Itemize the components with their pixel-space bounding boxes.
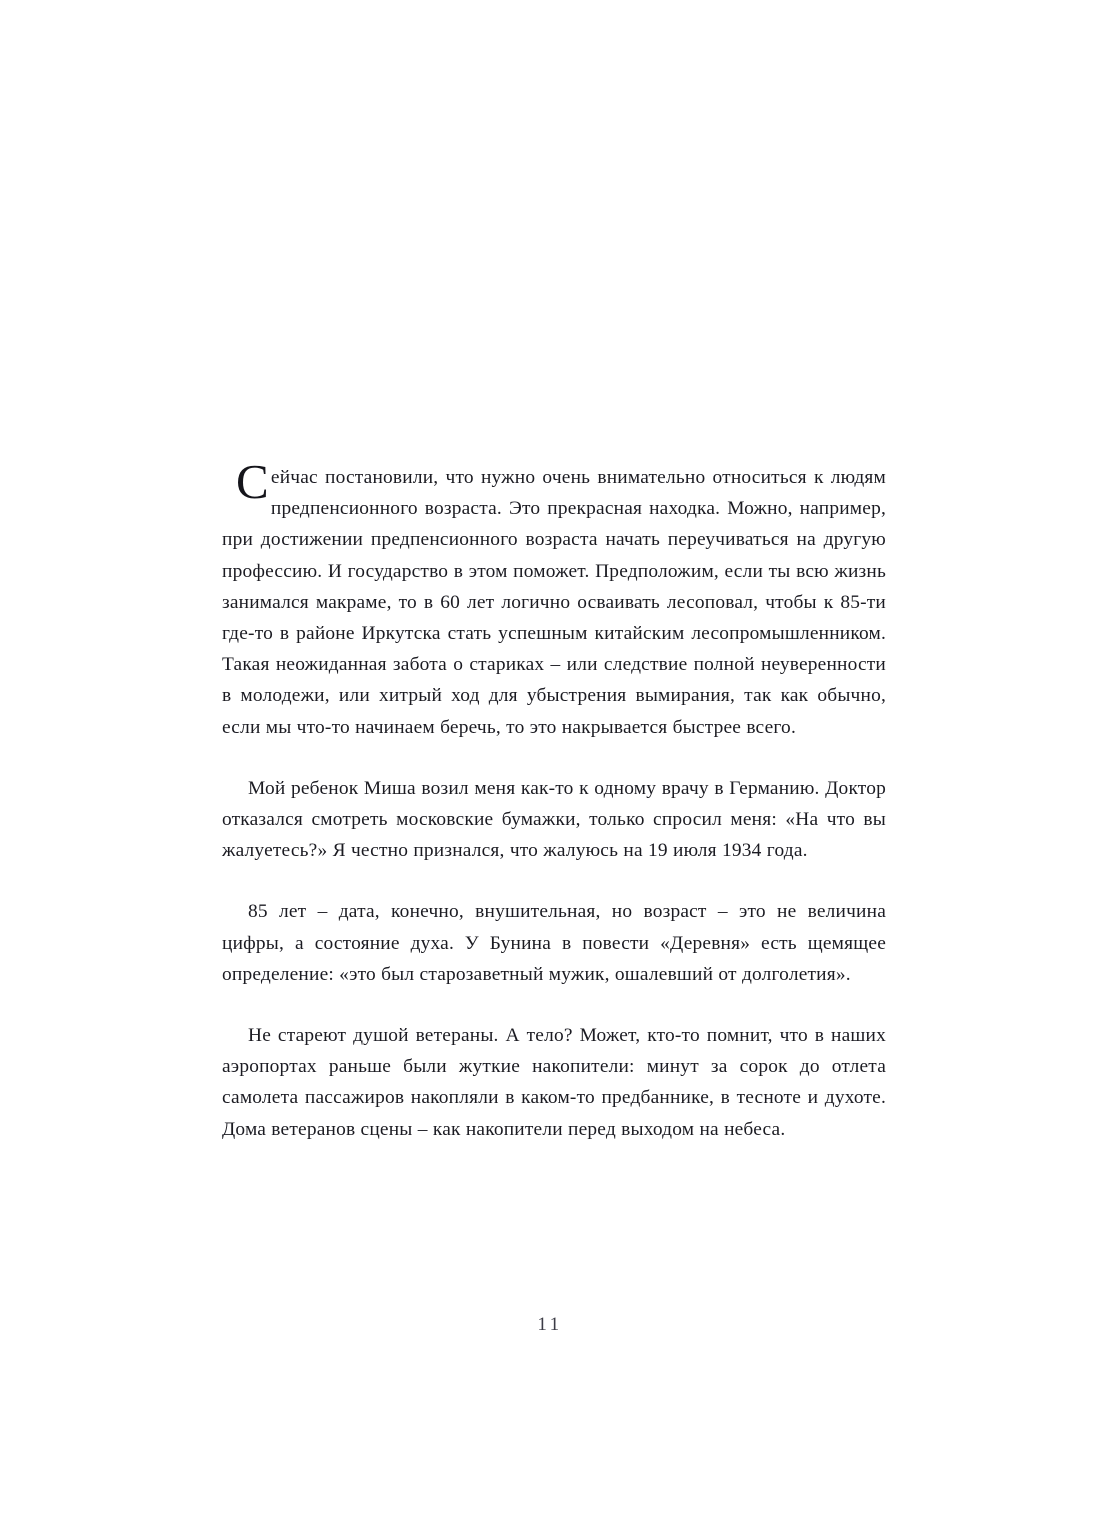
page-text-block: [222, 454, 886, 1145]
paragraph-3: 85 лет – дата, конечно, внушительная, но возраст – это не величина цифры, а состояние духа. У Бунина в повести «Деревня» есть щемящее определение: «это был старозаветный мужик, ошалевший от долголетия».: [222, 901, 886, 985]
paragraph-1: [222, 454, 886, 743]
drop-cap-letter: С: [236, 454, 269, 509]
page-number: 11: [537, 1314, 563, 1335]
paragraph-1-text: ейчас постановили, что нужно очень внимательно относиться к людям предпенсионного возраста. Это прекрасная находка. Можно, например, при достижении предпенсионного возраста начать переучиваться на другую профессию. И государство в этом поможет. Предположим, если ты всю жизнь занимался макраме, то в 60 лет логично осваивать лесоповал, чтобы к 85-ти где-то в районе Иркутска стать успешным китайским лесопромышленником. Такая неожиданная забота о стариках – или следствие полной неуверенности в молодежи, или хитрый ход для убыстрения вымирания, так как обычно, если мы что-то начинаем беречь, то это накрывается быстрее всего.: [222, 467, 886, 738]
paragraph-4: Не стареют душой ветераны. А тело? Может, кто-то помнит, что в наших аэропортах раньше были жуткие накопители: минут за сорок до отлета самолета пассажиров накопляли в каком-то предбаннике, в тесноте и духоте. Дома ветеранов сцены – как накопители перед выходом на небеса.: [222, 1025, 886, 1140]
paragraph-2: Мой ребенок Миша возил меня как-то к одному врачу в Германию. Доктор отказался смотреть московские бумажки, только спросил меня: «На что вы жалуетесь?» Я честно признался, что жалуюсь на 19 июля 1934 года.: [222, 777, 886, 862]
